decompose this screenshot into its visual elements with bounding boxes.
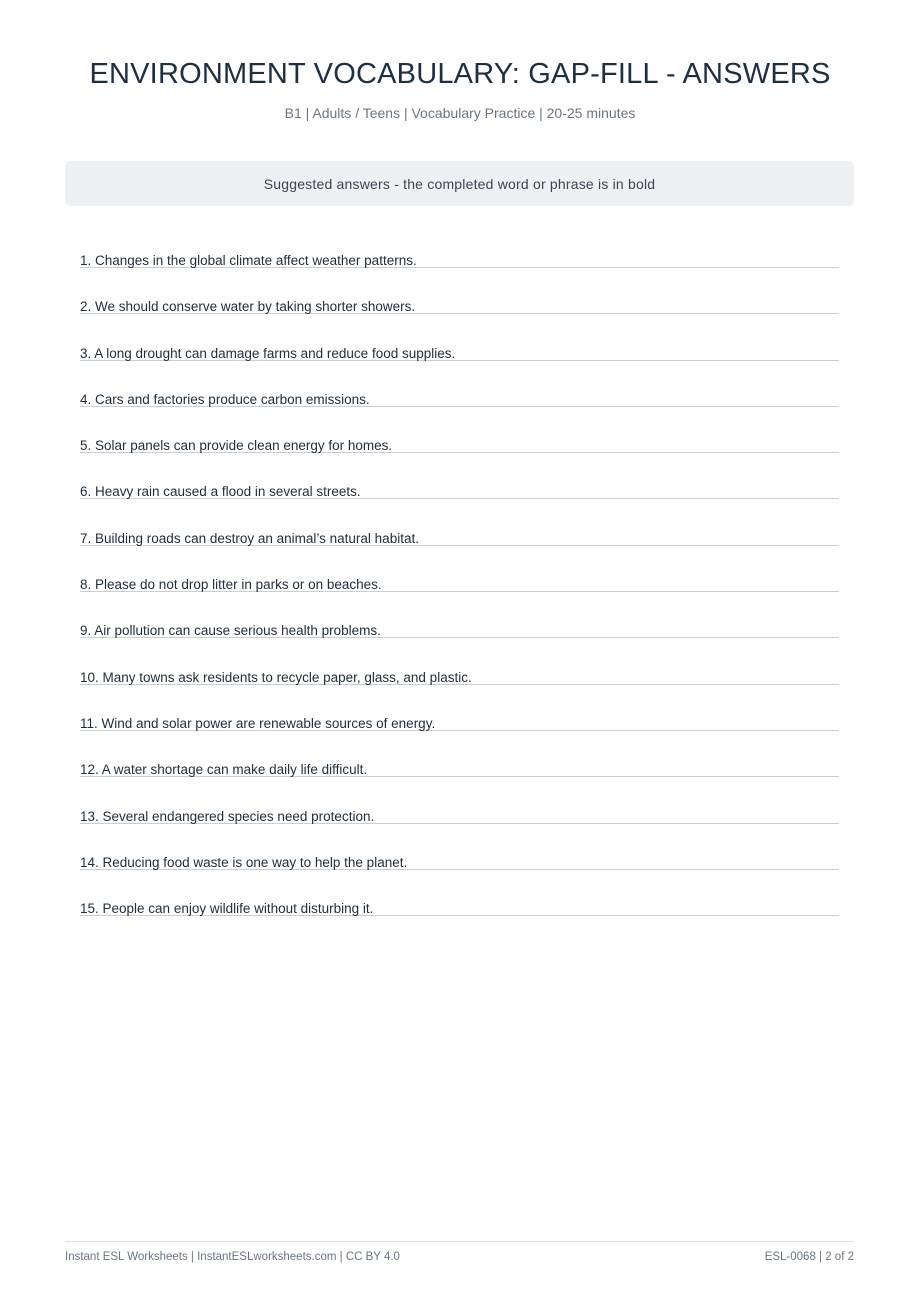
page-subtitle: B1 | Adults / Teens | Vocabulary Practice | 20-25 minutes	[284, 105, 636, 121]
answer-text: 9. Air pollution can cause serious health problems.	[80, 623, 381, 639]
answer-item	[80, 663, 839, 709]
answer-text: 12. A water shortage can make daily life difficult.	[80, 762, 368, 778]
instructions-banner	[65, 161, 854, 206]
answer-text: 13. Several endangered species need protection.	[80, 808, 375, 824]
answer-item	[80, 848, 839, 894]
answer-item	[80, 616, 839, 662]
answer-item	[80, 524, 839, 570]
answer-text: 14. Reducing food waste is one way to help the planet.	[80, 854, 408, 870]
answer-text: 1. Changes in the global climate affect weather patterns.	[80, 253, 417, 268]
answer-item	[80, 570, 839, 616]
page-title: ENVIRONMENT VOCABULARY: GAP-FILL - ANSWERS	[89, 58, 831, 90]
answer-item	[80, 339, 839, 385]
answer-item	[80, 755, 839, 801]
answer-item	[80, 385, 839, 431]
footer-credits: Instant ESL Worksheets | InstantESLworksheets.com | CC BY 4.0	[65, 1251, 400, 1263]
answer-item	[80, 894, 839, 940]
answer-item	[80, 292, 839, 338]
footer-page-number: ESL-0068 | 2 of 2	[764, 1251, 854, 1263]
page-footer	[65, 1241, 854, 1263]
answer-text: 11. Wind and solar power are renewable sources of energy.	[80, 715, 436, 731]
answer-item	[80, 477, 839, 523]
answer-text: 4. Cars and factories produce carbon emissions.	[80, 391, 370, 407]
answer-text: 10. Many towns ask residents to recycle paper, glass, and plastic.	[80, 669, 472, 685]
worksheet-header	[0, 58, 920, 121]
answer-text: 7. Building roads can destroy an animal’s natural habitat.	[80, 530, 419, 546]
instructions-text: Suggested answers - the completed word or phrase is in bold	[263, 175, 656, 192]
answer-item	[80, 802, 839, 848]
answer-list	[80, 246, 839, 940]
answer-item	[80, 709, 839, 755]
answer-text: 15. People can enjoy wildlife without disturbing it.	[80, 901, 374, 917]
answer-item	[80, 246, 839, 292]
answer-text: 3. A long drought can damage farms and reduce food supplies.	[80, 345, 456, 361]
answer-item	[80, 431, 839, 477]
answer-text: 5. Solar panels can provide clean energy for homes.	[80, 438, 393, 454]
answer-text: 6. Heavy rain caused a flood in several streets.	[80, 484, 361, 500]
answer-text: 8. Please do not drop litter in parks or on beaches.	[80, 577, 382, 593]
answer-text: 2. We should conserve water by taking shorter showers.	[80, 299, 416, 315]
